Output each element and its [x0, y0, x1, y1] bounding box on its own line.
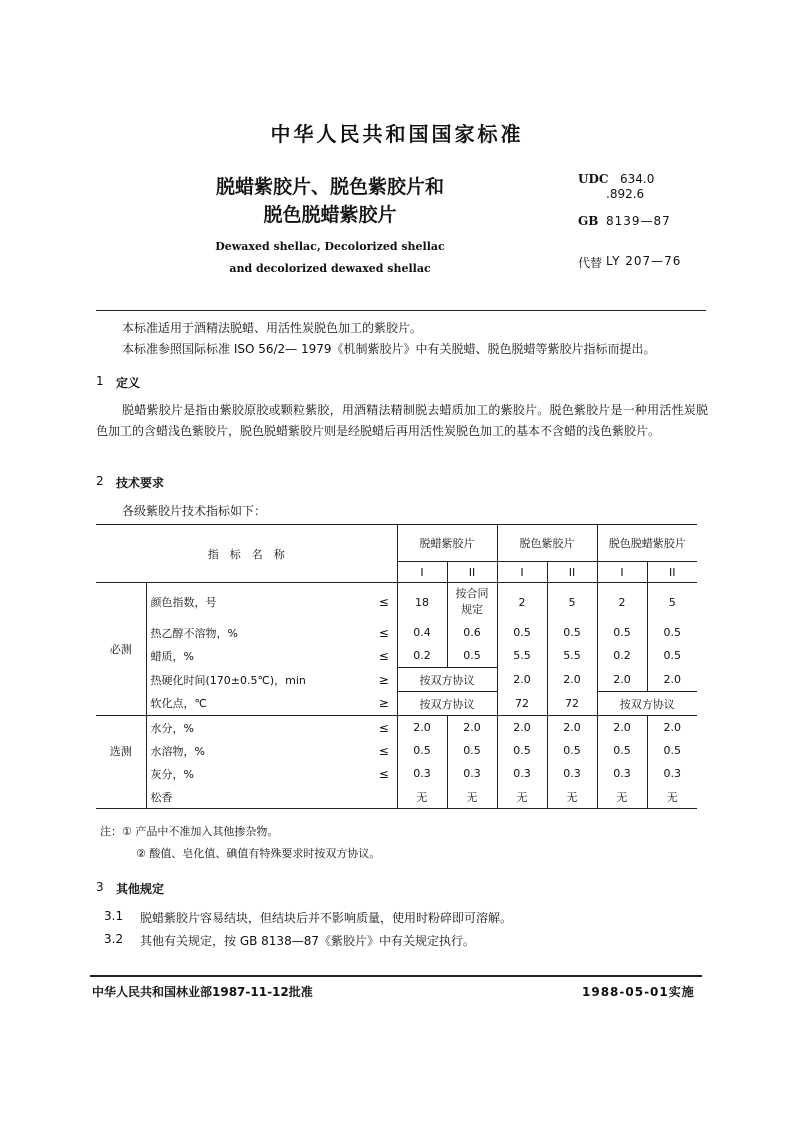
cell-value: 0.5: [497, 621, 547, 644]
cell-value: 无: [597, 785, 647, 809]
cell-value: 5: [668, 595, 676, 609]
cell-value: 2.0: [663, 721, 682, 734]
replaces-code: LY 207—76: [606, 254, 682, 268]
section2-number: 2: [96, 474, 104, 488]
cell-value: 0.5: [547, 739, 597, 762]
cell-value: 2.0: [597, 668, 647, 692]
cell-value: 0.5: [597, 621, 647, 644]
clause-3-1-text: 脱蜡紫胶片容易结块，但结块后并不影响质量，使用时粉碎即可溶解。: [140, 911, 513, 925]
cell-value: 0.5: [397, 739, 447, 762]
cell-value: 0.5: [497, 739, 547, 762]
approval-statement: 中华人民共和国林业部1987-11-12批准: [92, 985, 313, 999]
cell-value: 按合同 规定: [447, 583, 497, 622]
implementation-date: 1988-05-01实施: [582, 985, 695, 999]
cell-value: 无: [397, 785, 447, 809]
grade-header: I: [497, 562, 547, 583]
cell-value: 无: [447, 785, 497, 809]
cell-value: 0.5: [447, 644, 497, 668]
cell-value: 2.0: [547, 716, 597, 740]
cell-value: 2: [497, 583, 547, 622]
document-title-line2: 脱色脱蜡紫胶片: [263, 204, 397, 226]
cell-value: 18: [397, 583, 447, 622]
row-name: 水溶物，%: [150, 744, 205, 758]
row-operator: ≤: [371, 644, 397, 668]
row-name: 热硬化时间(170±0.5℃)，min: [150, 673, 306, 687]
row-name: 颜色指数，号: [150, 596, 217, 609]
cell-value: 0.5: [663, 649, 682, 663]
header-indicator-name: 指 标 名 称: [96, 525, 397, 583]
footer-divider: [90, 975, 702, 977]
cell-value: 0.3: [663, 767, 682, 780]
cell-value: 0.3: [497, 762, 547, 785]
replaces-label: 代替: [578, 256, 603, 270]
cell-merged-value: 按双方协议: [597, 692, 697, 716]
cell-value: 0.2: [397, 644, 447, 668]
table-intro: 各级紫胶片技术指标如下：: [122, 504, 267, 518]
cell-value: 2: [597, 583, 647, 622]
grade-header: I: [597, 562, 647, 583]
document-title-line1: 脱蜡紫胶片、脱色紫胶片和: [215, 176, 444, 198]
section3-title: 其他规定: [116, 882, 165, 896]
cell-value: 无: [497, 785, 547, 809]
row-name: 软化点，℃: [146, 692, 371, 716]
cell-merged-value: 按双方协议: [397, 692, 497, 716]
section2-title: 技术要求: [116, 476, 165, 490]
cell-value: 0.5: [547, 621, 597, 644]
udc-label: UDC: [578, 172, 609, 186]
clause-3-2-text: 其他有关规定，按 GB 8138—87《紫胶片》中有关规定执行。: [140, 934, 475, 948]
definition-paragraph: 脱蜡紫胶片是指由紫胶原胶或颗粒紫胶，用酒精法精制脱去蜡质加工的紫胶片。脱色紫胶片是一种用活性炭脱色加工的含蜡浅色紫胶片，脱色脱蜡紫胶片则是经脱蜡后再用活性炭脱色加工的基本不含蜡的浅色紫胶片。: [96, 403, 708, 438]
intro-paragraph-1: 本标准适用于酒精法脱蜡、用活性炭脱色加工的紫胶片。: [122, 321, 423, 335]
optional-group-spacer: [96, 785, 146, 809]
udc-code-line1: 634.0: [620, 172, 655, 186]
cell-value: 0.5: [447, 739, 497, 762]
gb-code: 8139—87: [606, 214, 671, 228]
clause-3-2-number: 3.2: [104, 932, 124, 946]
cell-value: 0.2: [597, 644, 647, 668]
table-note-1: 注：① 产品中不准加入其他掺杂物。: [100, 825, 279, 838]
cell-value: 2.0: [497, 668, 547, 692]
english-title-line1: Dewaxed shellac, Decolorized shellac: [215, 240, 445, 253]
section1-title: 定义: [116, 376, 141, 390]
cell-value: 5.5: [497, 644, 547, 668]
grade-header: II: [447, 562, 497, 583]
cell-value: 0.3: [447, 762, 497, 785]
cell-value: 0.3: [397, 762, 447, 785]
cell-value: 0.3: [597, 762, 647, 785]
cell-value: 2.0: [547, 668, 597, 692]
mandatory-group-label: 必测: [96, 583, 146, 716]
cell-value: 72: [497, 692, 547, 716]
cell-value: 无: [547, 785, 597, 809]
spec-table: [96, 524, 697, 809]
cell-value: 0.5: [663, 626, 682, 639]
table-note-2: ② 酸值、皂化值、碘值有特殊要求时按双方协议。: [136, 847, 381, 860]
national-standard-title: 中华人民共和国国家标准: [270, 122, 524, 146]
header-group-decolorized-dewaxed: 脱色脱蜡紫胶片: [597, 525, 697, 562]
row-operator: ≤: [371, 716, 397, 740]
header-divider: [96, 310, 706, 311]
cell-value: 0.4: [397, 621, 447, 644]
header-group-dewaxed: 脱蜡紫胶片: [397, 525, 497, 562]
cell-value: 5.5: [547, 644, 597, 668]
row-operator: ≤: [371, 621, 397, 644]
cell-value: 无: [647, 785, 697, 809]
section1-number: 1: [96, 374, 104, 388]
row-operator: ≤: [371, 583, 397, 622]
cell-value: 2.0: [447, 716, 497, 740]
section3-number: 3: [96, 880, 104, 894]
cell-merged-value: 按双方协议: [397, 668, 497, 692]
row-operator: ≤: [371, 762, 397, 785]
cell-value: 72: [547, 692, 597, 716]
row-operator: ≥: [371, 692, 397, 716]
udc-code-line2: .892.6: [606, 187, 645, 201]
cell-value: 0.3: [547, 762, 597, 785]
row-operator: ≥: [371, 668, 397, 692]
cell-value: 2.0: [647, 668, 697, 692]
cell-value: 2.0: [497, 716, 547, 740]
row-operator: ≤: [371, 739, 397, 762]
cell-value: 0.5: [663, 744, 682, 757]
row-operator: [371, 785, 397, 809]
intro-paragraph-2: 本标准参照国际标准 ISO 56/2— 1979《机制紫胶片》中有关脱蜡、脱色脱蜡等紫胶片指标而提出。: [122, 342, 656, 356]
english-title-line2: and decolorized dewaxed shellac: [229, 262, 431, 275]
cell-value: 0.6: [447, 621, 497, 644]
row-name: 松香: [146, 785, 371, 809]
header-group-decolorized: 脱色紫胶片: [497, 525, 597, 562]
clause-3-1-number: 3.1: [104, 909, 124, 923]
row-name: 蜡质，%: [150, 649, 194, 663]
row-name: 热乙醇不溶物，%: [150, 626, 238, 640]
optional-group-label: 选测: [96, 716, 146, 786]
grade-header: II: [547, 562, 597, 583]
cell-value: 0.5: [597, 739, 647, 762]
cell-value: 2.0: [597, 716, 647, 740]
gb-label: GB: [578, 214, 599, 228]
grade-header: II: [647, 562, 697, 583]
row-name: 水分，%: [150, 721, 194, 735]
row-name: 灰分，%: [150, 767, 194, 781]
grade-header: I: [397, 562, 447, 583]
cell-value: 2.0: [397, 716, 447, 740]
cell-value: 5: [547, 583, 597, 622]
